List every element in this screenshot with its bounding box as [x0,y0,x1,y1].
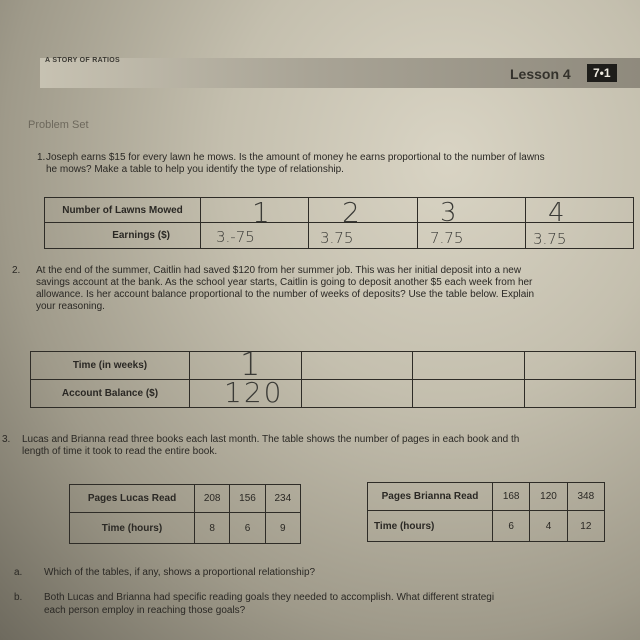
q2-cell[interactable] [301,380,413,408]
series-title: A STORY OF RATIOS [45,57,120,64]
lesson-label: Lesson 4 [510,66,571,82]
q2-cell[interactable] [524,352,636,380]
q2-cell[interactable] [301,352,413,380]
brianna-hours-3: 12 [567,511,604,542]
q1-hw-e2: 3.75 [320,229,354,247]
lucas-hours-2: 6 [230,513,265,544]
q1-hw-e1: 3.-75 [216,228,255,246]
brianna-label-hours: Time (hours) [368,511,493,542]
q2-cell[interactable] [413,352,525,380]
q3a-text: Which of the tables, if any, shows a proportional relationship? [44,567,316,578]
q3-text [22,434,640,458]
lucas-pages-1: 208 [195,485,230,513]
q1-hw-e4: 3.75 [533,230,567,248]
brianna-pages-3: 348 [567,483,604,511]
q1-cell[interactable] [525,198,633,223]
q3-text-line2: length of time it took to read the entire book. [22,446,218,457]
q2-cell[interactable] [524,380,636,408]
q2-hw-balance: 120 [224,376,284,409]
lucas-pages-3: 234 [265,485,300,513]
q2-label-balance: Account Balance ($) [31,380,190,408]
q2-text-line3: allowance. Is her account balance proportional to the number of weeks of deposits? Use the table below. Explain [36,289,535,300]
q1-hw-4: 4 [548,198,565,228]
q2-number: 2. [12,265,21,276]
lucas-hours-1: 8 [195,513,230,544]
brianna-hours-2: 4 [530,511,567,542]
q2-text-line2: savings account at the bank. As the school year starts, Caitlin is going to deposit another $5 each week from her [36,277,533,288]
q2-text [36,265,640,313]
q2-cell[interactable] [413,380,525,408]
q3b-text-line1: Both Lucas and Brianna had specific reading goals they needed to accomplish. What different strategi [44,592,495,603]
q3b-text [44,591,640,617]
brianna-label-pages: Pages Brianna Read [368,483,493,511]
section-title: Problem Set [28,119,89,131]
lucas-pages-2: 156 [230,485,265,513]
lucas-table [69,484,301,544]
q1-hw-2: 2 [342,196,360,229]
q3b-text-line2: each person employ in reaching those goals? [44,605,246,616]
q1-text-line2: he mows? Make a table to help you identify the type of relationship. [46,164,344,175]
grade-badge: 7•1 [587,64,617,82]
brianna-pages-2: 120 [530,483,567,511]
q1-text-line1: Joseph earns $15 for every lawn he mows. Is the amount of money he earns proportional to the number of lawns [46,152,545,163]
brianna-pages-1: 168 [493,483,530,511]
q3-text-line1: Lucas and Brianna read three books each last month. The table shows the number of pages in each book and th [22,434,520,445]
lucas-label-pages: Pages Lucas Read [70,485,195,513]
q1-number: 1. [37,152,46,163]
q2-label-time: Time (in weeks) [31,352,190,380]
q1-text [46,152,640,176]
q3a-letter: a. [14,567,23,578]
q2-hw-week: 1 [240,345,261,383]
q2-table [30,351,636,408]
q2-text-line4: your reasoning. [36,301,105,312]
q1-hw-3: 3 [440,198,457,228]
q1-cell[interactable] [309,198,417,223]
q3-number: 3. [2,434,11,445]
lucas-label-hours: Time (hours) [70,513,195,544]
lucas-hours-3: 9 [265,513,300,544]
brianna-hours-1: 6 [493,511,530,542]
q1-label-lawns: Number of Lawns Mowed [45,198,201,223]
q2-text-line1: At the end of the summer, Caitlin had saved $120 from her summer job. This was her initial deposit into a new [36,265,522,276]
q1-hw-1: 1 [252,196,270,229]
q1-hw-e3: 7.75 [430,229,464,247]
brianna-table [367,482,605,542]
q1-label-earnings: Earnings ($) [45,223,201,249]
q3b-letter: b. [14,592,23,603]
q1-cell[interactable] [417,198,525,223]
